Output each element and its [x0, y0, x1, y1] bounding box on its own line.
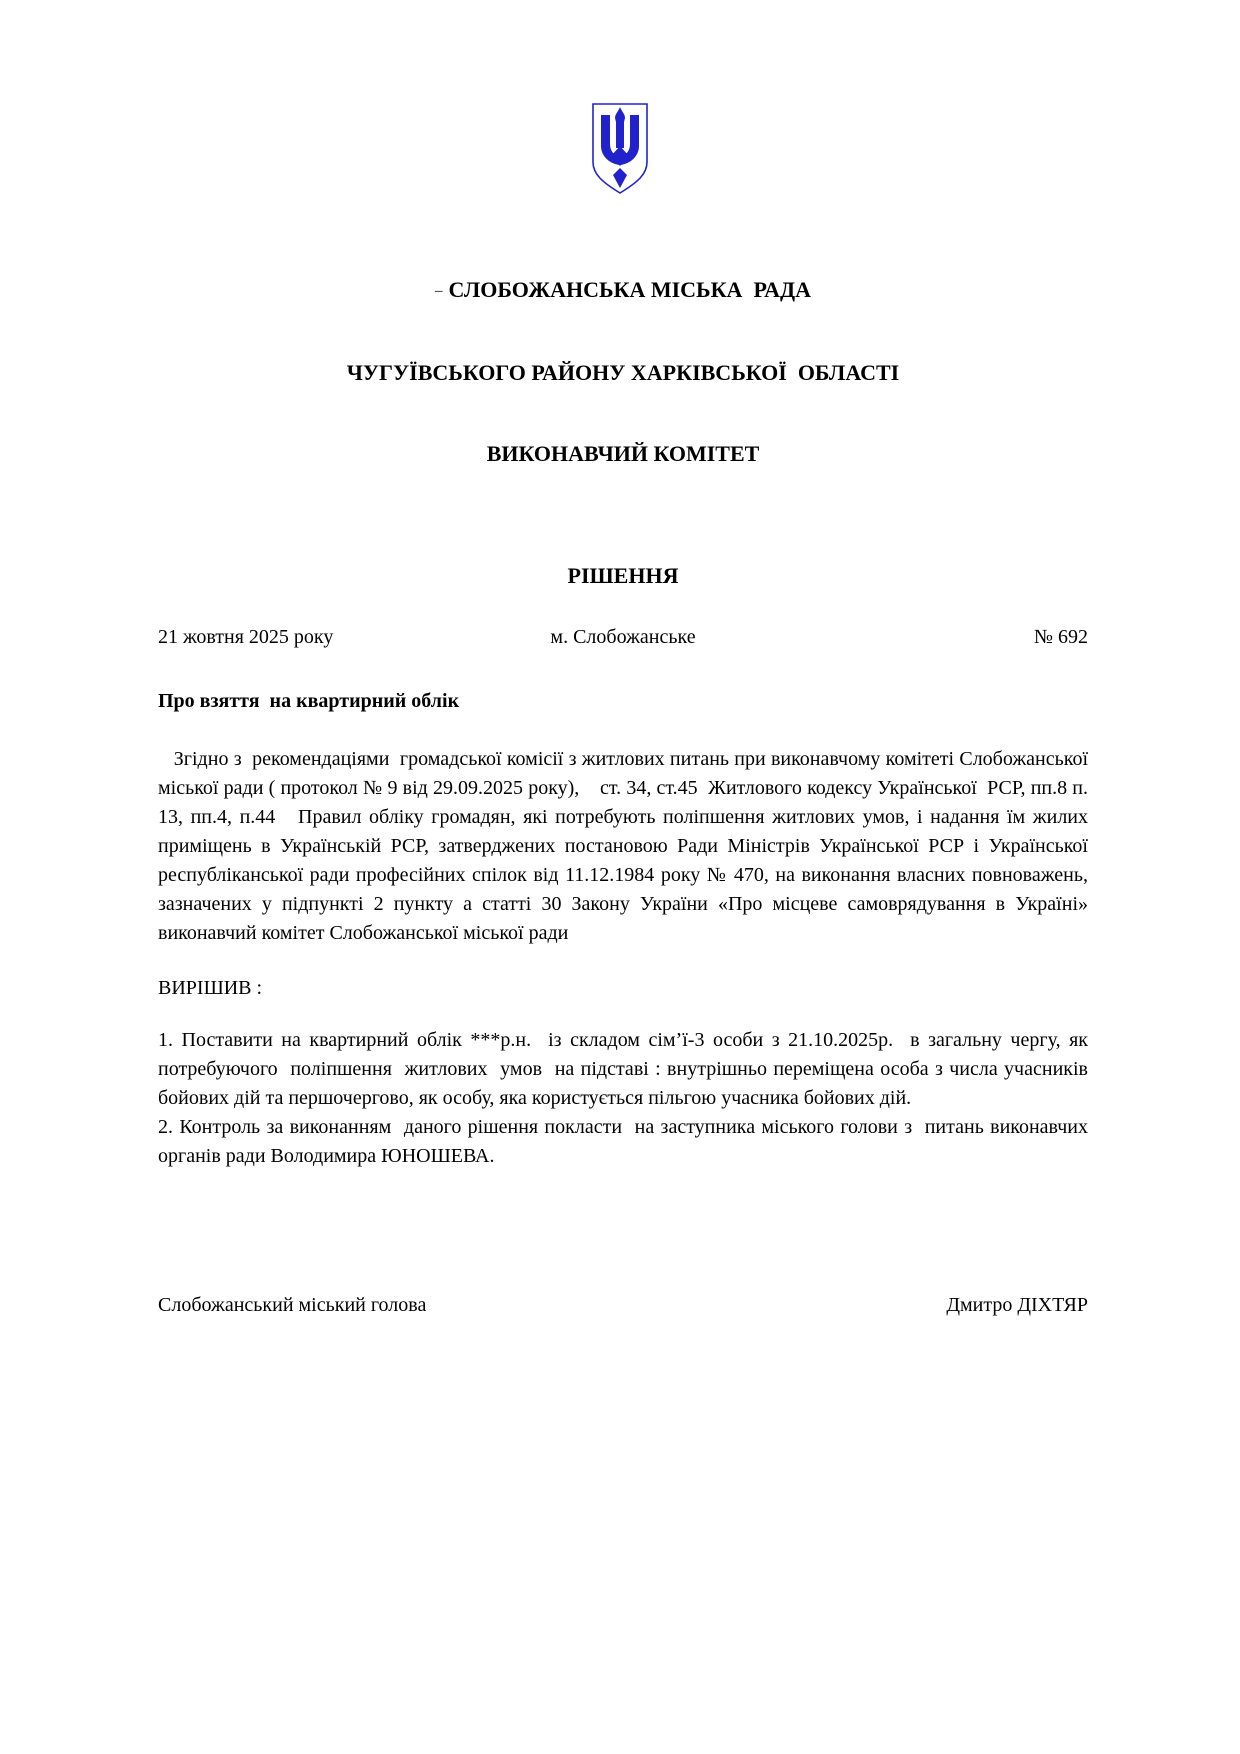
document-place: м. Слобожанське	[550, 626, 696, 648]
organization-header	[158, 222, 1088, 521]
resolution-word: ВИРІШИВ :	[158, 977, 263, 999]
signatory-position: Слобожанський міський голова	[158, 1294, 427, 1316]
document-meta-row	[158, 625, 1088, 649]
resolution-items	[158, 1026, 1093, 1171]
document-body	[0, 222, 1240, 1317]
ukraine-trident-shield-icon	[588, 102, 652, 196]
signature-row	[158, 1293, 1088, 1317]
document-subject: Про взяття на квартирний облік	[158, 690, 460, 712]
dash-mark: –	[435, 283, 443, 299]
org-committee-line: ВИКОНАВЧИЙ КОМІТЕТ	[486, 441, 760, 466]
preamble-paragraph: Згідно з рекомендаціями громадської комісії з житлових питань при виконавчому комітеті Слобожанської міської ради ( протокол № 9 від 29.09.2025 року), ст. 34, ст.45 Житлового кодексу Української РСР, пп.8 п. 13, пп.4, п.44 Правил обліку громадян, які потребують поліпшення житлових умов, і надання їм жилих приміщень в Українській РСР, затверджених постановою Ради Міністрів Української РСР і Української республіканської ради професійних спілок від 11.12.1984 року № 470, на виконання власних повноважень, зазначених у підпункті 2 пункту а статті 30 Закону України «Про місцеве самоврядування в Україні» виконавчий комітет Слобожанської міської ради	[158, 748, 1094, 944]
document-type-title: РІШЕННЯ	[567, 563, 679, 588]
signatory-name: Дмитро ДІХТЯР	[946, 1294, 1088, 1316]
org-region-line: ЧУГУЇВСЬКОГО РАЙОНУ ХАРКІВСЬКОЇ ОБЛАСТІ	[346, 360, 900, 385]
org-name-line	[158, 276, 1088, 305]
resolution-item-2: 2. Контроль за виконанням даного рішення покласти на заступника міського голови з питань виконавчих органів ради Володимира ЮНОШЕВА.	[158, 1116, 1093, 1167]
resolution-item-1: 1. Поставити на квартирний облік ***р.н. із складом сім’ї-3 особи з 21.10.2025р. в загальну чергу, як потребуючого поліпшення житлових умов на підставі : внутрішньо переміщена особа з числа учасників бойових дій та першочергово, як особу, яка користується пільгою учасника бойових дій.	[158, 1029, 1093, 1109]
org-name: СЛОБОЖАНСЬКА МІСЬКА РАДА	[448, 277, 811, 302]
document-number: № 692	[1033, 626, 1088, 648]
document-date: 21 жовтня 2025 року	[158, 626, 334, 648]
